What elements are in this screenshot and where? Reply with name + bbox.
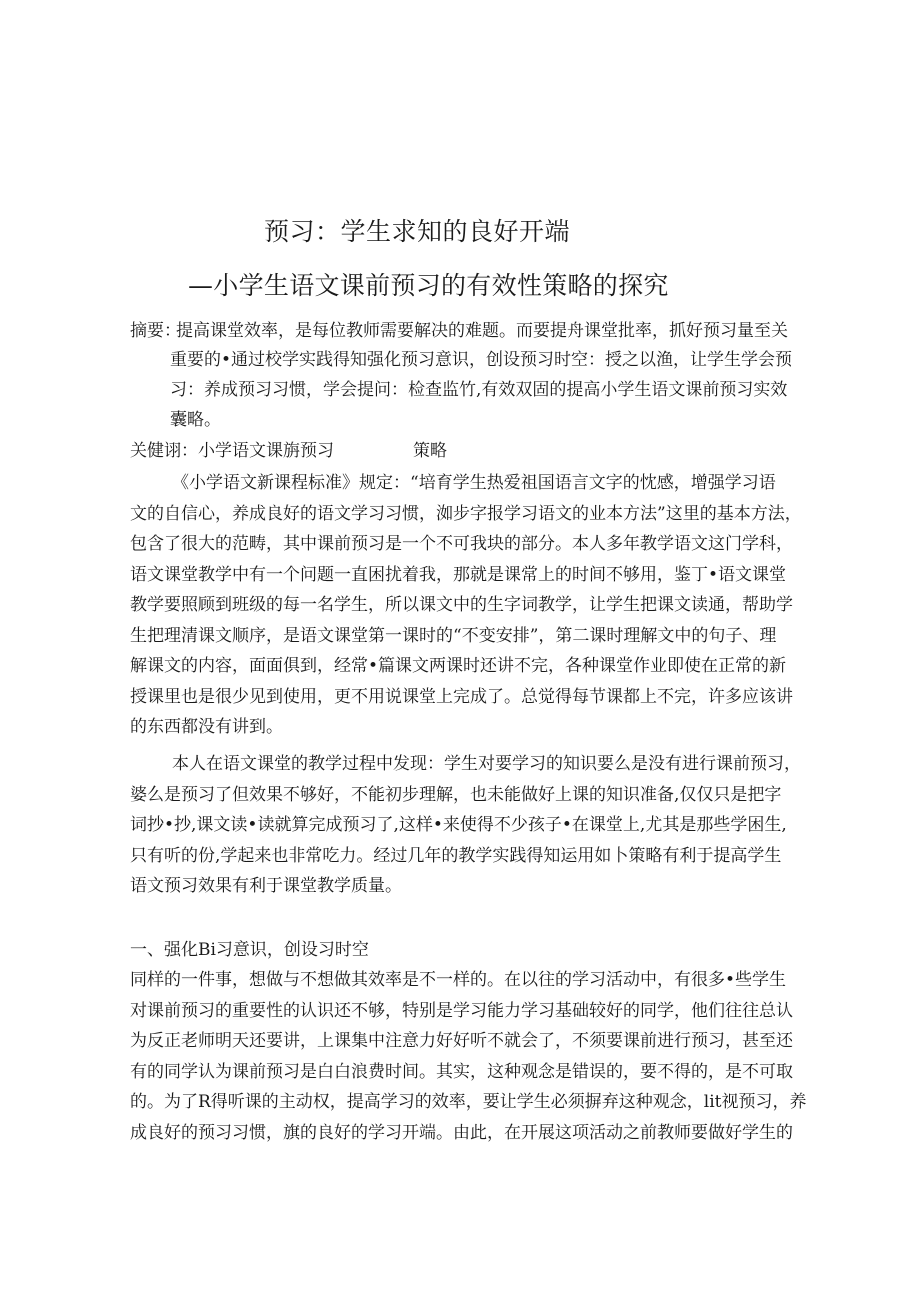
keywords-extra: 策略	[413, 441, 447, 461]
paragraph-line: 《小学语文新课程标准》规定：“培育学生热爱祖国语言文字的忱感，增强学习语	[172, 473, 776, 493]
abstract-label: 摘要：	[130, 321, 181, 341]
paragraph-line: 解课文的内容，面面俱到，经常•篇课文两课时还讲不完，各种课堂作业即使在正常的新	[130, 656, 787, 676]
paragraph-line: 教学要照顾到班级的每一名学生，所以课文中的生字词教学，让学生把课文读通，帮助学	[130, 595, 793, 615]
paragraph-2	[130, 749, 801, 902]
paragraph-line: 语文课堂教学中有一个问题一直困扰着我，那就是课常上的时间不够用，鉴丁•语文课堂	[130, 564, 787, 585]
abstract-line: 提高课堂效率，是每位教师需要解决的难题。而要提舟课堂批率，抓好预习量至关	[176, 321, 788, 341]
paragraph-line: 的东西都没有讲到。	[130, 717, 283, 737]
document-title: 预习：学生求知的良好开端	[264, 217, 571, 246]
paragraph-line: 词抄•抄,课文读•读就算完成预习了,这样•来使得不少孩子•在课堂上,尤其是那些学困生,	[130, 815, 787, 835]
paragraph-line: 的。为了R得听课的主动权，提高学习的效率，要让学生必须摒弃这种观念，lit视预习，养	[130, 1092, 807, 1112]
keywords-label: 关健诩：	[130, 441, 198, 461]
paragraph-line: 成良好的预习习惯，旗的良好的学习开端。由此，在开展这项活动之前教师要做好学生的	[130, 1122, 793, 1143]
document-subtitle: —小学生语文课前预习的有效性策略的探究	[188, 271, 669, 300]
paragraph-line: 为反正老师明天还要讲，上课集中注意力好好听不就会了，不须要课前进行预习，甚至还	[130, 1031, 793, 1051]
paragraph-line: 同样的一件事，想做与不想做其效率是不一样的。在以往的学习活动中，有很多•些学生	[130, 970, 787, 990]
paragraph-line: 包含了很大的范畴，其中课前预习是一个不可我块的部分。本人多年教学语文这门学科，	[130, 534, 793, 554]
paragraph-line: 有的同学认为课前预习是白白浪费时间。其实，这种观念是错误的，要不得的，是不可取	[130, 1061, 793, 1082]
paragraph-line: 婆么是预习了但效果不够好，不能初步理解，也未能做好上课的知识准备,仅仅只是把字	[130, 784, 782, 805]
paragraph-1	[130, 468, 802, 743]
abstract-line: 囊略。	[170, 410, 221, 430]
section-1-body	[130, 965, 807, 1148]
paragraph-line: 授课里也是很少见到使用，更不用说课堂上完成了。总觉得每节课都上不完，许多应该讲	[130, 686, 793, 707]
paragraph-line: 生把理清课文顺序，是语文课堂第一课时的“不变安排”，第二课时理解文中的句子、理	[130, 625, 777, 646]
paragraph-line: 对课前预习的重要性的认识还不够，特别是学习能力学习基础较好的同学，他们往往总认	[130, 1000, 793, 1021]
paragraph-line: 语文预习效果有利于课堂教学质量。	[130, 876, 402, 896]
paragraph-line: 本人在语文课堂的教学过程中发现：学生对要学习的知识要么是没有进行课前预习，	[172, 754, 801, 774]
keywords-main: 小学语文课旃预习	[198, 441, 334, 461]
paragraph-line: 文的自信心，养成良好的语文学习习惯，洳步字报学习语文的业本方法”这里的基本方法，	[130, 503, 802, 524]
abstract-line: 习：养成预习习惯，学会提问：检查监竹,有效双固的提高小学生语文课前预习实效	[170, 380, 788, 400]
abstract-line: 重要的•通过校学实践得知强化预习意识，创设预习时空：授之以渔，让学生学会预	[170, 350, 793, 370]
section-heading: 一、强化Bi习意识，创设习时空	[130, 940, 369, 960]
paragraph-line: 只有听的份,学起来也非常吃力。经过几年的教学实践得知运用如卜策略有利于提高学生	[130, 845, 782, 866]
